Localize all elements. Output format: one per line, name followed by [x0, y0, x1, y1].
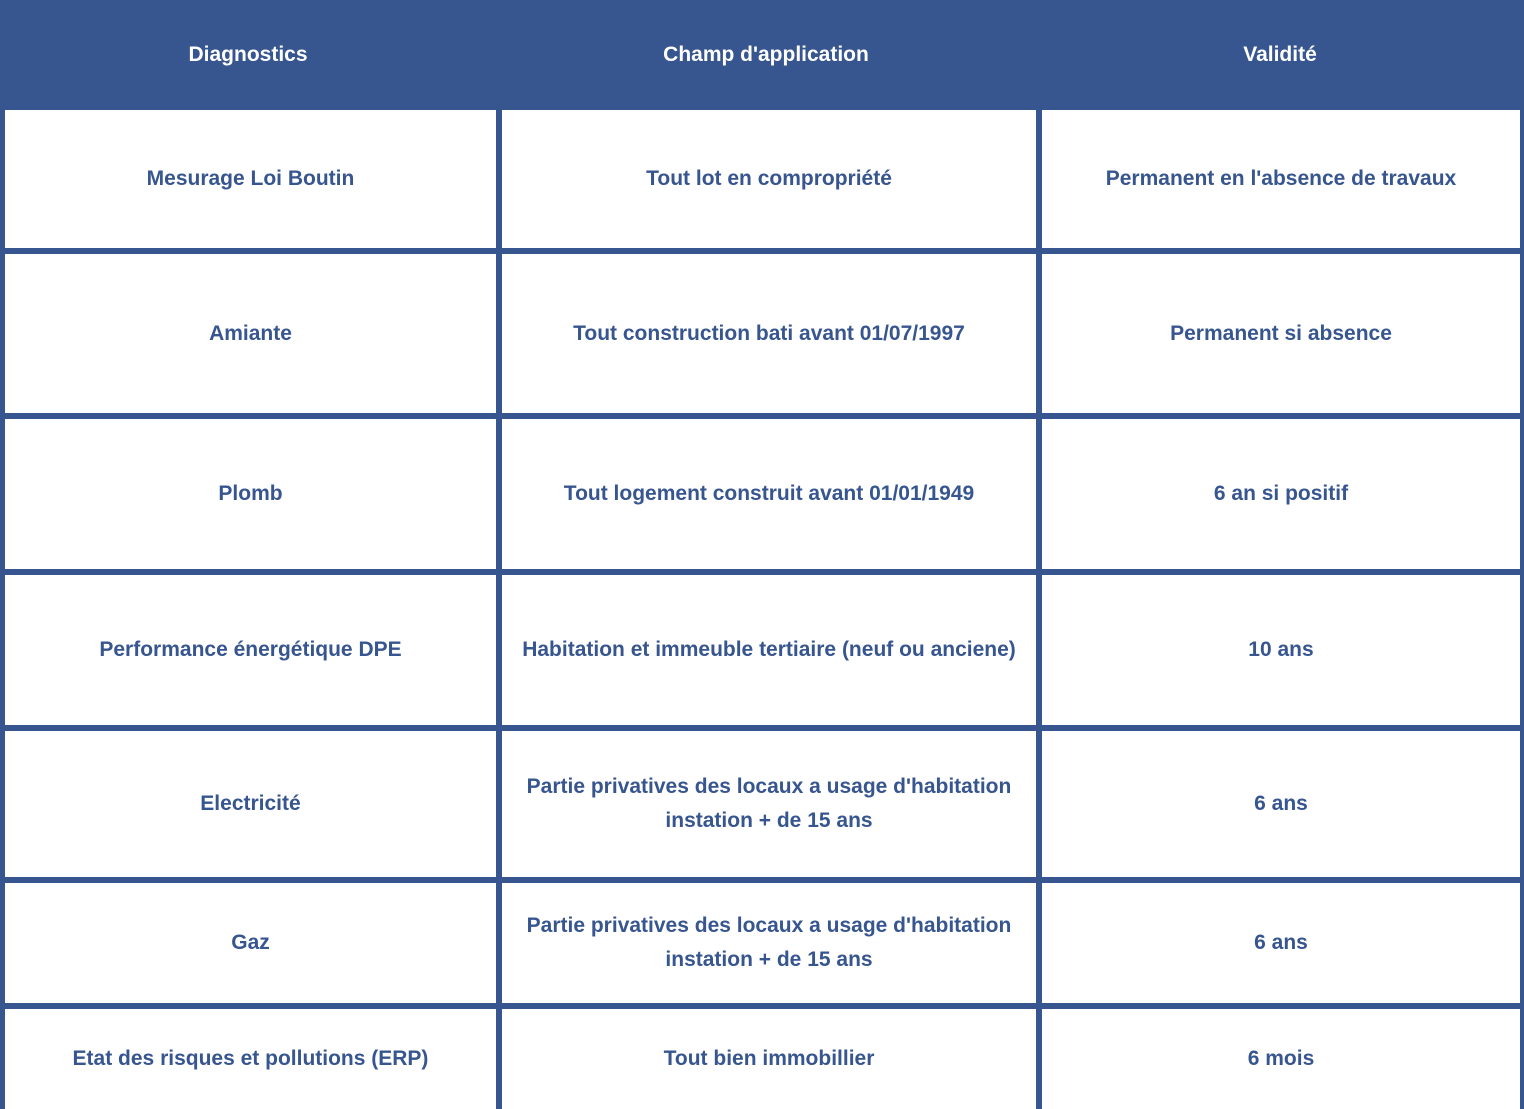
table-cell-diagnostic: Mesurage Loi Boutin — [5, 110, 496, 248]
table-cell-diagnostic: Gaz — [5, 883, 496, 1003]
table-cell-validite: 10 ans — [1042, 575, 1520, 725]
table-cell-diagnostic: Etat des risques et pollutions (ERP) — [5, 1009, 496, 1109]
table-cell-diagnostic: Plomb — [5, 419, 496, 569]
table-cell-champ-application: Habitation et immeuble tertiaire (neuf ou anciene) — [502, 575, 1036, 725]
table-cell-champ-application: Tout logement construit avant 01/01/1949 — [502, 419, 1036, 569]
header-validite: Validité — [1243, 43, 1317, 66]
table-cell-champ-application: Partie privatives des locaux a usage d'habitation instation + de 15 ans — [502, 883, 1036, 1003]
table-cell-validite: 6 ans — [1042, 731, 1520, 877]
table-cell-validite: Permanent si absence — [1042, 254, 1520, 413]
table-cell-champ-application: Tout construction bati avant 01/07/1997 — [502, 254, 1036, 413]
table-cell-validite: 6 mois — [1042, 1009, 1520, 1109]
header-diagnostics: Diagnostics — [188, 43, 308, 66]
table-cell-champ-application: Tout lot en compropriété — [502, 110, 1036, 248]
table-cell-champ-application: Partie privatives des locaux a usage d'habitation instation + de 15 ans — [502, 731, 1036, 877]
table-cell-diagnostic: Performance énergétique DPE — [5, 575, 496, 725]
table-cell-diagnostic: Electricité — [5, 731, 496, 877]
header-champ-application: Champ d'application — [663, 43, 869, 66]
table-cell-champ-application: Tout bien immobillier — [502, 1009, 1036, 1109]
table-cell-diagnostic: Amiante — [5, 254, 496, 413]
table-body — [0, 110, 1524, 1109]
table-cell-validite: Permanent en l'absence de travaux — [1042, 110, 1520, 248]
table-cell-validite: 6 an si positif — [1042, 419, 1520, 569]
table-header — [0, 0, 1524, 110]
table-cell-validite: 6 ans — [1042, 883, 1520, 1003]
